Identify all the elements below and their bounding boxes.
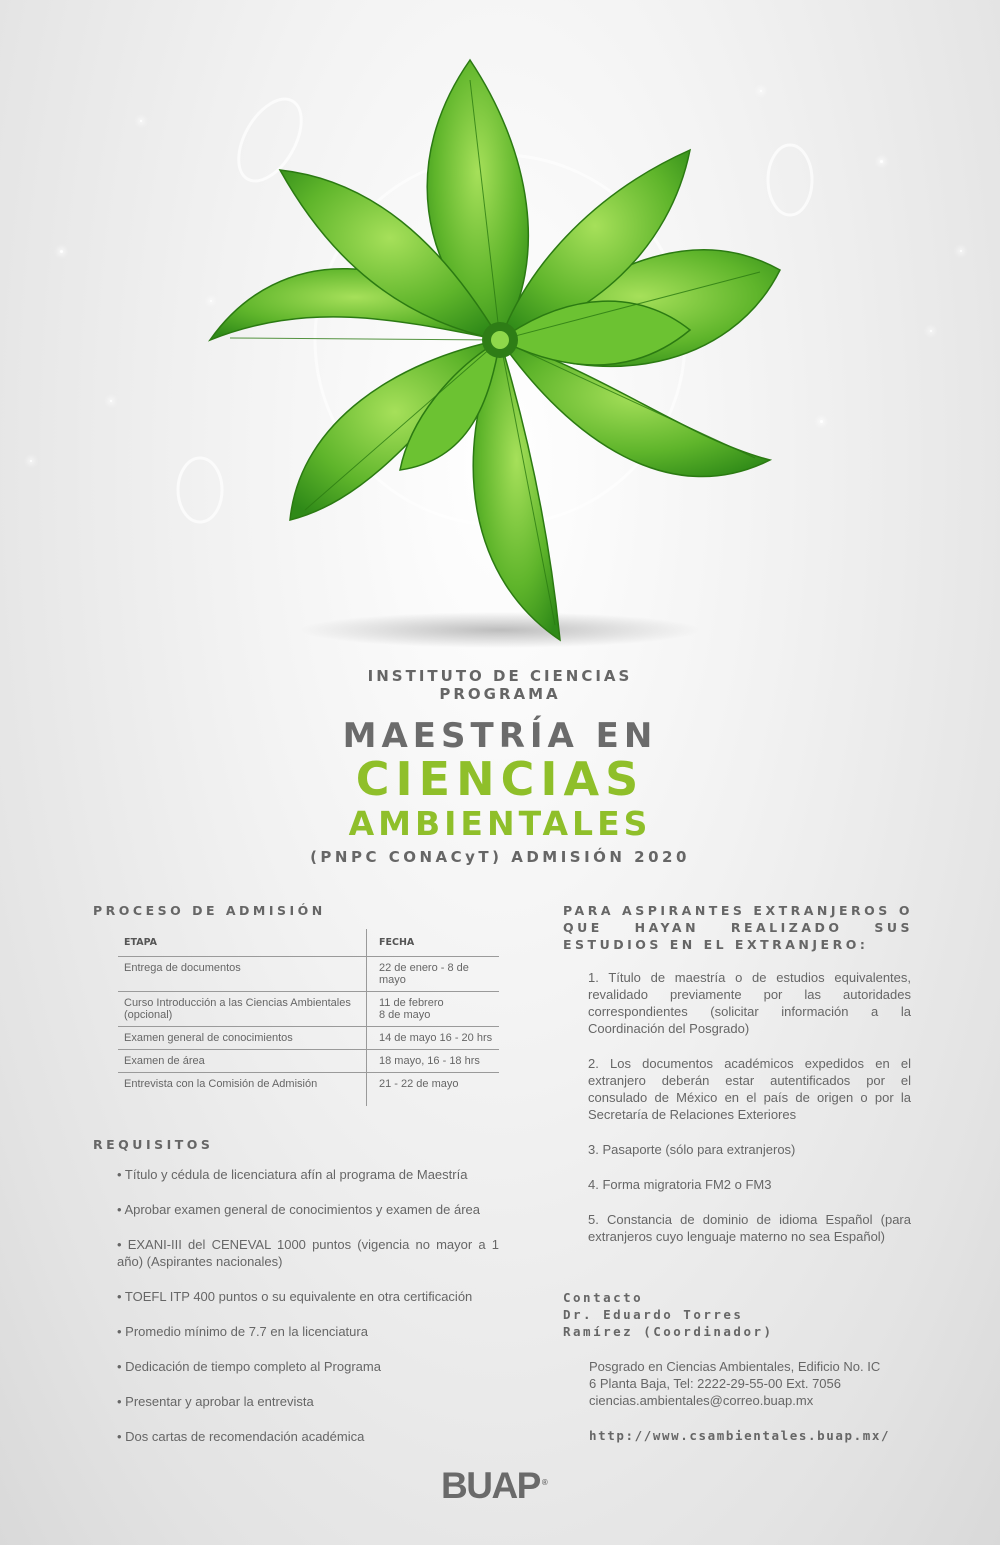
contact-block <box>563 1289 774 1340</box>
list-item: • Dedicación de tiempo completo al Programa <box>117 1359 381 1374</box>
list-item: • EXANI-III del CENEVAL 1000 puntos (vigencia no mayor a 1 año) (Aspirantes nacionales) <box>117 1237 499 1269</box>
list-item: 2. Los documentos académicos expedidos en el extranjero deberán estar autentificados por el consulado de México en el país de origen o por la Secretaría de Relaciones Exteriores <box>588 1056 911 1122</box>
admission-year: (PNPC CONACyT) ADMISIÓN 2020 <box>310 848 690 866</box>
admission-section-title: PROCESO DE ADMISIÓN <box>93 903 326 918</box>
column-header-stage: ETAPA <box>118 929 367 957</box>
website-link[interactable]: http://www.csambientales.buap.mx/ <box>589 1428 891 1443</box>
list-item: • Presentar y aprobar la entrevista <box>117 1394 314 1409</box>
stage-cell: Curso Introducción a las Ciencias Ambientales (opcional) <box>118 992 367 1027</box>
requirements-section-title: REQUISITOS <box>93 1137 214 1152</box>
stage-cell: Entrega de documentos <box>118 957 367 992</box>
list-item: • Aprobar examen general de conocimientos y examen de área <box>117 1202 480 1217</box>
contact-name-line1: Dr. Eduardo Torres <box>563 1307 744 1322</box>
table-row <box>118 1050 499 1073</box>
logo-text: BUAP <box>441 1465 540 1506</box>
table-row <box>118 957 499 992</box>
foreign-requirements-list <box>588 969 911 1263</box>
stage-cell: Entrevista con la Comisión de Admisión <box>118 1073 367 1107</box>
institute-title: INSTITUTO DE CIENCIAS <box>367 667 633 685</box>
list-item: 3. Pasaporte (sólo para extranjeros) <box>588 1142 796 1157</box>
degree-title-line3: AMBIENTALES <box>348 804 652 843</box>
stage-cell: Examen general de conocimientos <box>118 1027 367 1050</box>
requirements-list <box>117 1166 499 1463</box>
date-cell: 21 - 22 de mayo <box>379 1078 459 1090</box>
column-header-date: FECHA <box>367 929 500 957</box>
contact-name-line2: Ramírez (Coordinador) <box>563 1324 774 1339</box>
buap-logo <box>441 1465 548 1507</box>
registered-mark: ® <box>541 1477 548 1487</box>
foreign-section-title: PARA ASPIRANTES EXTRANJEROS O QUE HAYAN REALIZADO SUS ESTUDIOS EN EL EXTRANJERO: <box>563 903 913 952</box>
table-header-row <box>118 929 499 957</box>
admission-table <box>118 929 499 1106</box>
list-item: • Promedio mínimo de 7.7 en la licenciatura <box>117 1324 368 1339</box>
stage-cell: Examen de área <box>118 1050 367 1073</box>
list-item: • Título y cédula de licenciatura afín al programa de Maestría <box>117 1167 468 1182</box>
list-item: 1. Título de maestría o de estudios equivalentes, revalidado previamente por las autoridades correspondientes (solicitar información a la Coordinación del Posgrado) <box>588 970 911 1036</box>
date-cell: 18 mayo, 16 - 18 hrs <box>367 1050 500 1073</box>
degree-title-line2: CIENCIAS <box>355 752 645 806</box>
date-cell: 11 de febrero 8 de mayo <box>367 992 500 1027</box>
date-cell: 22 de enero - 8 de mayo <box>367 957 500 992</box>
table-row <box>118 1027 499 1050</box>
leaf-plant-illustration <box>170 40 830 650</box>
list-item: 4. Forma migratoria FM2 o FM3 <box>588 1177 772 1192</box>
list-item: • Dos cartas de recomendación académica <box>117 1429 365 1444</box>
program-label: PROGRAMA <box>439 685 561 703</box>
contact-label: Contacto <box>563 1290 644 1305</box>
table-row <box>118 992 499 1027</box>
date-cell: 14 de mayo 16 - 20 hrs <box>367 1027 500 1050</box>
table-row <box>118 1073 499 1107</box>
list-item: • TOEFL ITP 400 puntos o su equivalente en otra certificación <box>117 1289 473 1304</box>
contact-address: Posgrado en Ciencias Ambientales, Edificio No. IC 6 Planta Baja, Tel: 2222-29-55-00 Ext. 7056 ciencias.ambientales@correo.buap.mx <box>589 1359 881 1408</box>
list-item: 5. Constancia de dominio de idioma Español (para extranjeros cuyo lenguaje materno no sea Español) <box>588 1212 911 1244</box>
degree-title-line1: MAESTRÍA EN <box>342 716 658 756</box>
